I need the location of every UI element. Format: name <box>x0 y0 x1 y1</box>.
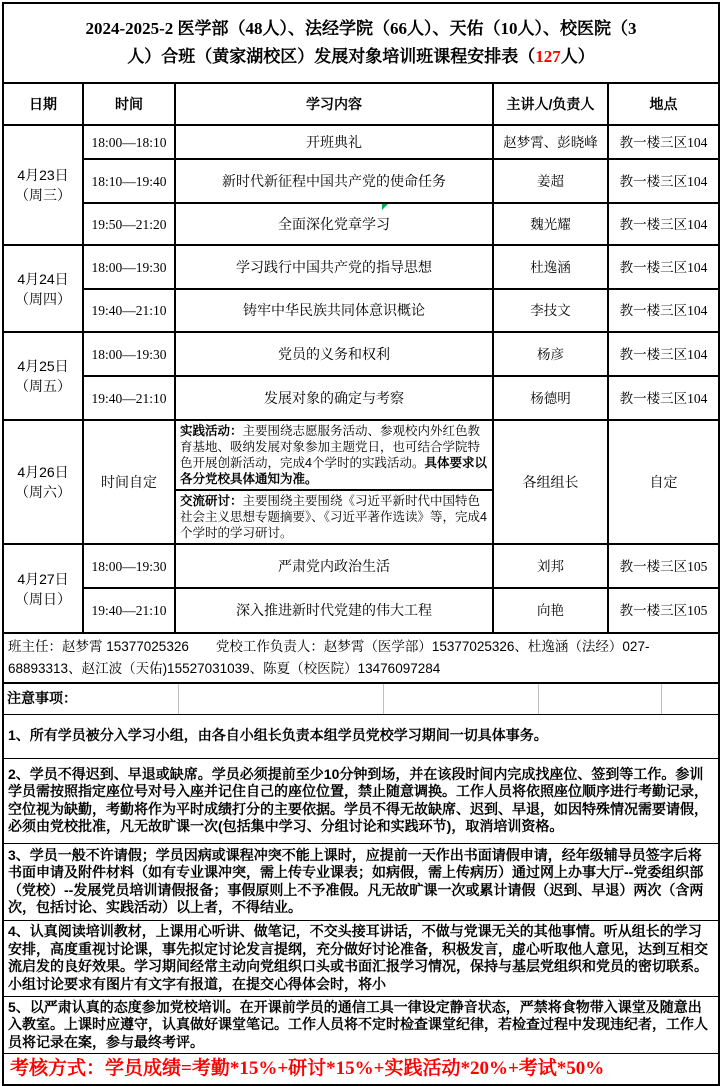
table-row <box>3 544 719 588</box>
note-item: 4、认真阅读培训教材，上课用心听讲、做笔记，不交头接耳讲话，不做与党课无关的其他事情。听从组长的学习安排，高度重视讨论课，事先拟定讨论发言提纲，充分做好讨论准备，积极发言，虚心听取他人意见，达到互相交流启发的良好效果。学习期间经常主动向党组织口头或书面汇报学习情况，保持与基层党组织和党员的密切联系。小组讨论要求有图片有文字有报道，在提交心得体会时，将小 <box>3 920 719 996</box>
date-cell: 4月23日 （周三） <box>3 125 83 245</box>
speaker-cell: 赵梦霄、彭晓峰 <box>493 125 608 159</box>
content-cell: 严肃党内政治生活 <box>175 544 493 588</box>
time-cell: 19:40—21:10 <box>83 588 175 633</box>
table-row <box>3 420 719 490</box>
course-schedule-table <box>2 2 720 1086</box>
column-header-speaker: 主讲人/负责人 <box>493 83 608 125</box>
content-cell: 开班典礼 <box>175 125 493 159</box>
grid-line <box>383 684 384 714</box>
grid-line <box>538 684 539 714</box>
date-cell: 4月24日 （周四） <box>3 245 83 332</box>
speaker-cell: 向艳 <box>493 588 608 633</box>
table-row <box>3 332 719 376</box>
column-header-content: 学习内容 <box>175 83 493 125</box>
content-cell: 铸牢中华民族共同体意识概论 <box>175 289 493 332</box>
location-cell: 教一楼三区105 <box>608 544 719 588</box>
green-corner-marker-icon <box>382 204 388 210</box>
time-cell: 19:40—21:10 <box>83 376 175 420</box>
content-cell: 发展对象的确定与考察 <box>175 376 493 420</box>
location-cell: 教一楼三区104 <box>608 203 719 245</box>
speaker-cell: 各组组长 <box>493 420 608 544</box>
speaker-cell: 杨彦 <box>493 332 608 376</box>
table-row <box>3 289 719 332</box>
grid-line <box>661 684 662 714</box>
speaker-cell: 杨德明 <box>493 376 608 420</box>
table-row <box>3 159 719 203</box>
speaker-cell: 李技文 <box>493 289 608 332</box>
page-title-line2: 人）合班（黄家湖校区）发展对象培训班课程安排表（127人） <box>127 47 595 66</box>
note-item: 3、学员一般不许请假；学员因病或课程冲突不能上课时，应提前一天作出书面请假申请，经年级辅导员签字后将书面申请及附件材料（如有专业课冲突，需上传专业课表；如病假，需上传病历）通过网上办事大厅--党委组织部（党校）--发展党员培训请假报备；事假原则上不予准假。凡无故旷课一次或累计请假（迟到、早退）两次（含两次，包括讨论、实践活动）以上者，不得结业。 <box>3 843 719 920</box>
date-cell: 4月27日 （周日） <box>3 544 83 633</box>
note-item: 1、所有学员被分入学习小组，由各自小组长负责本组学员党校学习期间一切具体事务。 <box>3 714 719 758</box>
speaker-cell: 魏光耀 <box>493 203 608 245</box>
time-cell: 18:00—18:10 <box>83 125 175 159</box>
schedule-sheet <box>2 2 718 1086</box>
page-title-line1: 2024-2025-2 医学部（48人）、法经学院（66人）、天佑（10人）、校医院（3 <box>85 19 637 38</box>
column-header-time: 时间 <box>83 83 175 125</box>
location-cell: 教一楼三区104 <box>608 332 719 376</box>
table-row <box>3 376 719 420</box>
date-cell: 4月25日 （周五） <box>3 332 83 420</box>
time-cell: 18:00—19:30 <box>83 332 175 376</box>
column-header-date: 日期 <box>3 83 83 125</box>
time-cell: 19:40—21:10 <box>83 289 175 332</box>
content-cell: 党员的义务和权利 <box>175 332 493 376</box>
table-row <box>3 588 719 633</box>
time-cell: 19:50—21:20 <box>83 203 175 245</box>
time-cell: 时间自定 <box>83 420 175 544</box>
staff-contact-line: 班主任：赵梦霄 15377025326 党校工作负责人：赵梦霄（医学部）15377025326、杜逸涵（法经）027-68893313、赵江波（天佑)15527031039、陈夏（校医院）13476097284 <box>3 633 719 683</box>
practice-activity-cell: 实践活动：主要围绕志愿服务活动、参观校内外红色教育基地、吸纳发展对象参加主题党日，也可结合学院特色开展创新活动，完成4个学时的实践活动。具体要求以各分党校具体通知为准。 <box>175 420 493 490</box>
table-row <box>3 125 719 159</box>
location-cell: 教一楼三区104 <box>608 159 719 203</box>
location-cell: 教一楼三区104 <box>608 376 719 420</box>
content-cell: 全面深化党章学习 <box>175 203 493 245</box>
speaker-cell: 姜超 <box>493 159 608 203</box>
table-row <box>3 245 719 289</box>
location-cell: 教一楼三区105 <box>608 588 719 633</box>
time-cell: 18:00—19:30 <box>83 544 175 588</box>
speaker-cell: 杜逸涵 <box>493 245 608 289</box>
content-cell: 学习践行中国共产党的指导思想 <box>175 245 493 289</box>
speaker-cell: 刘邦 <box>493 544 608 588</box>
page-title <box>3 3 719 83</box>
location-cell: 自定 <box>608 420 719 544</box>
note-item: 5、以严肃认真的态度参加党校培训。在开课前学员的通信工具一律设定静音状态，严禁将食物带入课堂及随意出入教室。上课时应遵守，认真做好课堂笔记。工作人员将不定时检查课堂纪律，若检查过程中发现违纪者，工作人员将记录在案，参与最终考评。 <box>3 996 719 1054</box>
column-header-location: 地点 <box>608 83 719 125</box>
notes-title: 注意事项： <box>3 683 719 714</box>
note-item: 2、学员不得迟到、早退或缺席。学员必须提前至少10分钟到场，并在该段时间内完成找座位、签到等工作。参训学员需按照指定座位号对号入座并记住自己的座位位置，禁止随意调换。工作人员将依照座位顺序进行考勤记录，空位视为缺勤，考勤将作为平时成绩打分的主要依据。学员不得无故缺席、迟到、早退，如因特殊情况需要请假，必须由党校批准，凡无故旷课一次(包括集中学习、分组讨论和实践环节)，取消培训资格。 <box>3 758 719 843</box>
table-row <box>3 203 719 245</box>
attendee-count: 127 <box>535 47 561 66</box>
seminar-cell: 交流研讨：主要围绕主要围绕《习近平新时代中国特色社会主义思想专题摘要》、《习近平著作选读》等，完成4个学时的学习研讨。 <box>175 490 493 544</box>
location-cell: 教一楼三区104 <box>608 289 719 332</box>
time-cell: 18:00—19:30 <box>83 245 175 289</box>
date-cell: 4月26日 （周六） <box>3 420 83 544</box>
grid-line <box>178 684 179 714</box>
content-cell: 新时代新征程中国共产党的使命任务 <box>175 159 493 203</box>
location-cell: 教一楼三区104 <box>608 125 719 159</box>
time-cell: 18:10—19:40 <box>83 159 175 203</box>
assessment-line: 考核方式：学员成绩=考勤*15%+研讨*15%+实践活动*20%+考试*50% <box>3 1054 719 1085</box>
location-cell: 教一楼三区104 <box>608 245 719 289</box>
content-cell: 深入推进新时代党建的伟大工程 <box>175 588 493 633</box>
